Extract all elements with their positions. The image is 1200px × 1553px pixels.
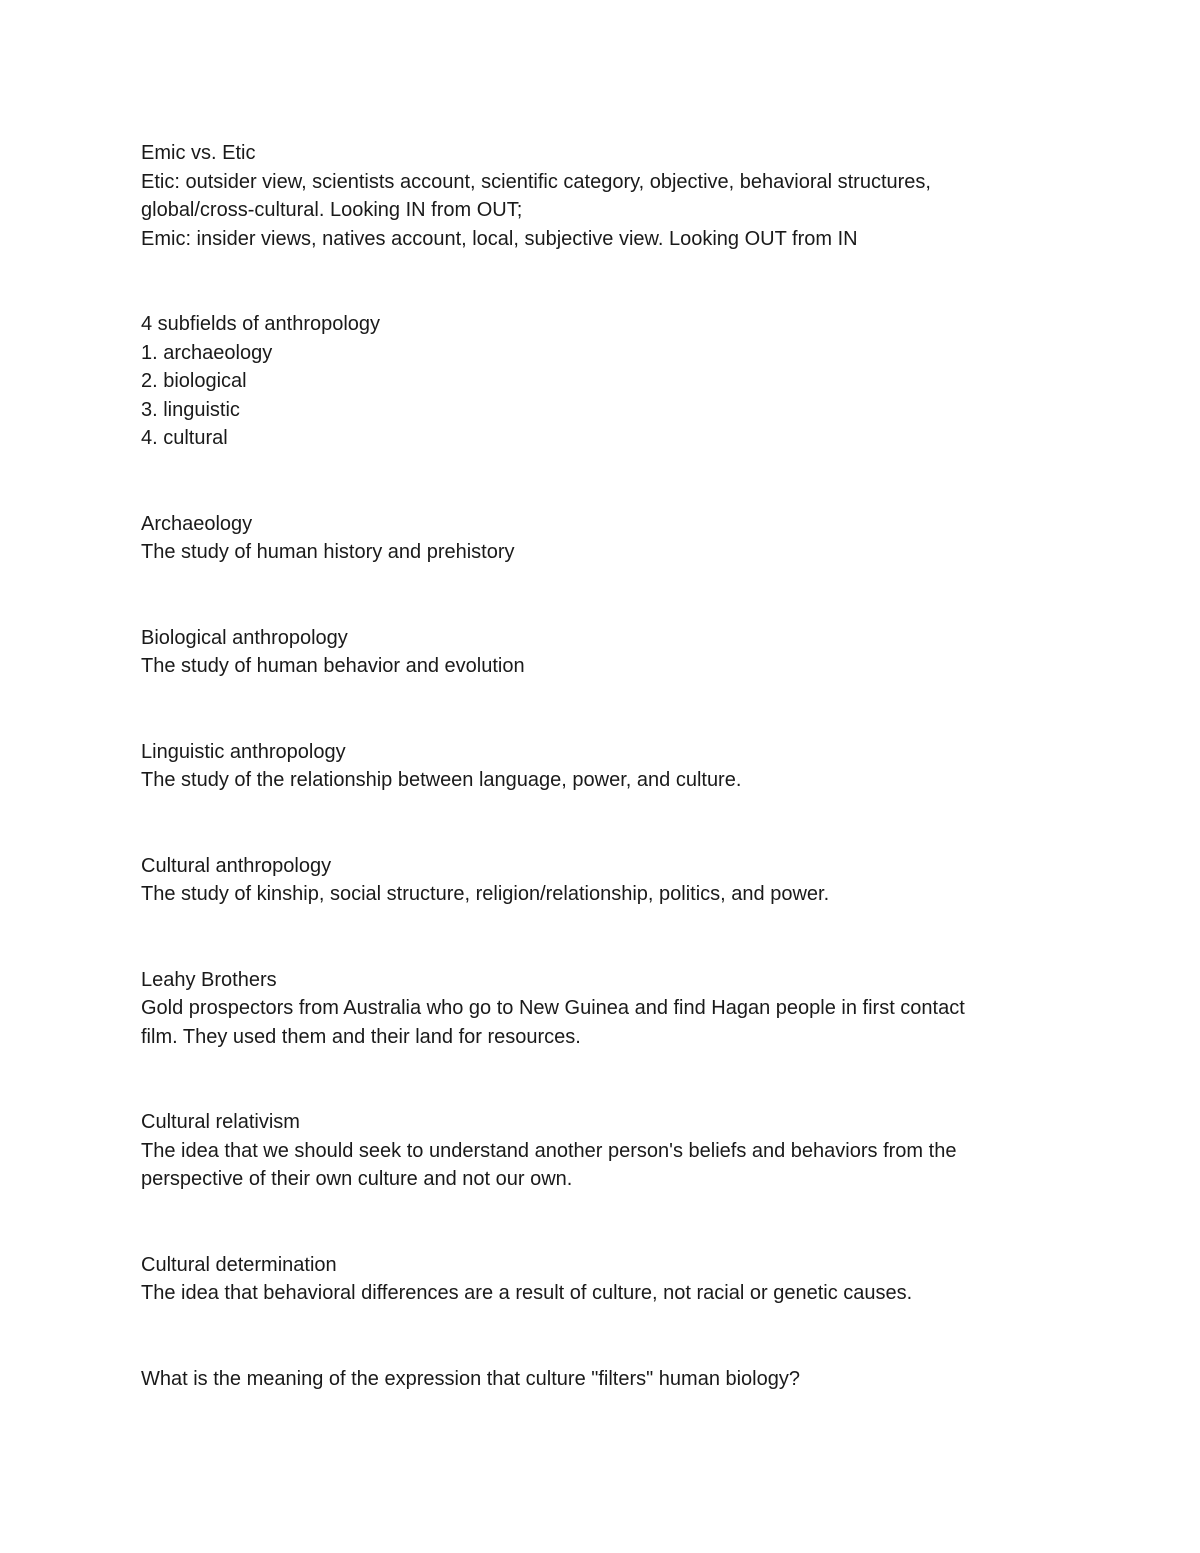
section-definition: The study of the relationship between language, power, and culture. [141,769,742,791]
spacer [141,795,1061,852]
section-title: Biological anthropology [141,626,348,649]
section-definition-line-2: perspective of their own culture and not our own. [141,1168,573,1190]
section-definition: The study of human history and prehistory [141,541,515,563]
section-title: Cultural anthropology [141,854,332,877]
section-title: Cultural relativism [141,1111,300,1133]
document-body [141,139,1061,1393]
section-definition: The study of human behavior and evolution [141,655,525,677]
spacer [141,567,1061,624]
section-cultural-relativism [141,1108,1061,1194]
list-item: 4. cultural [141,427,228,449]
spacer [141,1308,1061,1365]
section-leahy-brothers [141,966,1061,1052]
section-definition: The study of kinship, social structure, religion/relationship, politics, and power. [141,883,830,905]
section-emic-etic [141,139,1061,253]
section-title: Emic vs. Etic [141,142,256,164]
section-subfields [141,310,1061,453]
section-title: Leahy Brothers [141,968,277,991]
section-definition: The idea that behavioral differences are a result of culture, not racial or genetic causes. [141,1282,913,1304]
section-biological [141,624,1061,681]
spacer [141,1194,1061,1251]
list-item: 1. archaeology [141,341,273,364]
section-title: Cultural determination [141,1253,337,1276]
section-question [141,1365,1061,1394]
section-archaeology [141,510,1061,567]
spacer [141,453,1061,510]
list-item: 2. biological [141,370,247,392]
section-linguistic [141,738,1061,795]
section-title: Archaeology [141,512,253,535]
section-definition-line-1: Gold prospectors from Australia who go to New Guinea and find Hagan people in first contact [141,997,965,1019]
spacer [141,1051,1061,1108]
spacer [141,681,1061,738]
section-cultural-determination [141,1251,1061,1308]
section-cultural [141,852,1061,909]
emic-definition: Emic: insider views, natives account, local, subjective view. Looking OUT from IN [141,227,858,250]
section-definition-line-1: The idea that we should seek to understand another person's beliefs and behaviors from the [141,1139,957,1162]
section-definition-line-2: film. They used them and their land for resources. [141,1025,581,1048]
spacer [141,253,1061,310]
etic-definition-line-1: Etic: outsider view, scientists account, scientific category, objective, behavioral structures, [141,170,931,193]
etic-definition-line-2: global/cross-cultural. Looking IN from OUT; [141,199,523,221]
question-text: What is the meaning of the expression that culture "filters" human biology? [141,1367,800,1390]
spacer [141,909,1061,966]
section-title: 4 subfields of anthropology [141,313,381,335]
subfields-list [141,339,1061,453]
section-title: Linguistic anthropology [141,740,346,763]
list-item: 3. linguistic [141,398,240,421]
